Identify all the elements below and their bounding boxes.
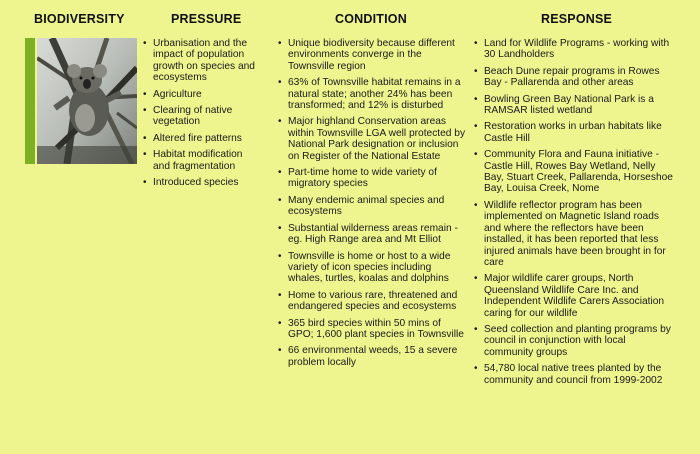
response-item: • Land for Wildlife Programs - working with 30 Landholders (474, 38, 676, 61)
condition-item: • Part-time home to wide variety of migratory species (278, 167, 466, 190)
header-pressure: PRESSURE (171, 12, 242, 26)
header-response: RESPONSE (541, 12, 613, 26)
response-item: • 54,780 local native trees planted by the community and council from 1999-2002 (474, 363, 676, 386)
pressure-column (143, 38, 261, 193)
photo-accent-bar (25, 38, 35, 164)
condition-item: • Substantial wilderness areas remain - eg. High Range area and Mt Elliot (278, 223, 466, 246)
condition-item: • Unique biodiversity because different environments converge in the Townsville region (278, 38, 466, 72)
condition-item: • Major highland Conservation areas within Townsville LGA well protected by National Park designation or inclusion on Register of the National Estate (278, 116, 466, 162)
response-item: • Community Flora and Fauna initiative - Castle Hill, Rowes Bay Wetland, Nelly Bay, Stuart Creek, Pallarenda, Horseshoe Bay, Louisa Creek, Nome (474, 149, 676, 195)
koala-photo (37, 38, 137, 164)
response-column (474, 38, 676, 391)
pressure-item: • Urbanisation and the impact of population growth on species and ecosystems (143, 38, 261, 84)
condition-item: • 365 bird species within 50 mins of GPO; 1,600 plant species in Townsville (278, 318, 466, 341)
header-biodiversity: BIODIVERSITY (34, 12, 125, 26)
condition-item: • 63% of Townsville habitat remains in a natural state; another 24% has been transformed; and 12% is disturbed (278, 77, 466, 111)
condition-item: • Many endemic animal species and ecosystems (278, 195, 466, 218)
condition-item: • Home to various rare, threatened and endangered species and ecosystems (278, 290, 466, 313)
condition-column (278, 38, 466, 373)
response-item: • Beach Dune repair programs in Rowes Bay - Pallarenda and other areas (474, 66, 676, 89)
header-condition: CONDITION (335, 12, 407, 26)
condition-item: • 66 environmental weeds, 15 a severe problem locally (278, 345, 466, 368)
response-item: • Bowling Green Bay National Park is a RAMSAR listed wetland (474, 94, 676, 117)
pressure-item: • Agriculture (143, 89, 261, 100)
pressure-item: • Altered fire patterns (143, 133, 261, 144)
response-item: • Restoration works in urban habitats like Castle Hill (474, 121, 676, 144)
pressure-item: • Clearing of native vegetation (143, 105, 261, 128)
biodiversity-photo (25, 38, 137, 164)
response-item: • Wildlife reflector program has been implemented on Magnetic Island roads and where the reflectors have been installed, it has been reported that less injured animals have been brought in for care (474, 200, 676, 268)
pressure-item: • Introduced species (143, 177, 261, 188)
response-item: • Seed collection and planting programs by council in conjunction with local community groups (474, 324, 676, 358)
condition-item: • Townsville is home or host to a wide variety of icon species including whales, turtles, koalas and dolphins (278, 251, 466, 285)
response-item: • Major wildlife carer groups, North Queensland Wildlife Care Inc. and Independent Wildlife Carers Association caring for our wildlife (474, 273, 676, 319)
pressure-item: • Habitat modification and fragmentation (143, 149, 261, 172)
